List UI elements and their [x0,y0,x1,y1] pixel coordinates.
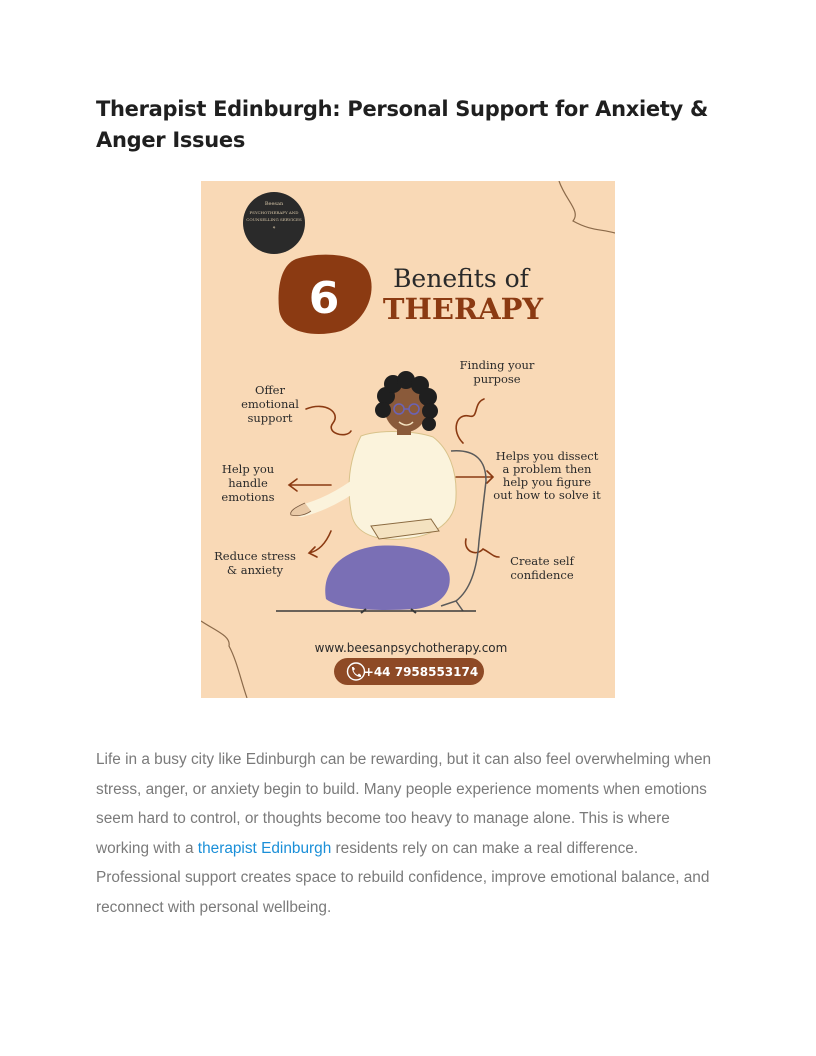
benefit-emotional-support-line1: Offer [255,383,285,397]
corner-squiggle-top [559,181,615,233]
arrow-purpose [456,399,484,443]
paragraph-text-end: residents rely on can make a real difference. Professional support creates space to rebuild confidence, improve emotional balance, and reconnect with personal wellbeing. [96,839,710,916]
arrow-handle-emotions [289,479,331,491]
heading-line2: THERAPY [382,292,544,326]
benefits-number: 6 [308,273,340,324]
heading-line1: Benefits of [393,264,529,293]
svg-text:⚘: ⚘ [272,225,276,230]
benefit-purpose-line1: Finding your [459,358,535,372]
benefit-handle-emotions-line1: Help you [221,462,275,476]
woman-illustration [276,371,486,613]
benefit-dissect-line1: Helps you dissect [495,449,599,463]
benefit-reduce-stress-line2: & anxiety [226,563,284,577]
benefit-dissect-line4: out how to solve it [493,488,601,502]
svg-text:Beesan: Beesan [264,201,284,207]
benefit-emotional-support-line3: support [247,411,293,425]
benefit-self-confidence-line1: Create self [510,554,574,568]
benefit-handle-emotions-line3: emotions [221,490,275,504]
benefit-reduce-stress-line1: Reduce stress [214,549,296,563]
benefit-dissect-line2: a problem then [502,462,592,476]
page-title: Therapist Edinburgh: Personal Support for Anxiety & Anger Issues [96,97,708,152]
benefit-self-confidence-line2: confidence [510,568,574,582]
benefit-handle-emotions-line2: handle [228,476,268,490]
arrow-self-confidence [466,539,499,557]
arrow-emotional-support [306,406,351,434]
benefit-purpose-line2: purpose [473,372,521,386]
intro-paragraph [96,745,726,922]
benefit-emotional-support-line2: emotional [241,397,299,411]
arrow-dissect [456,471,493,483]
therapist-edinburgh-link[interactable]: therapist Edinburgh [197,839,332,857]
brand-logo [243,192,305,254]
paragraph-text-start: Life in a busy city like Edinburgh can be rewarding, but it can also feel overwhelming when stress, anger, or anxiety begin to build. Many people experience moments when emotions seem hard to control, or thoughts become too heavy to manage alone. This is where working with a [96,751,712,857]
arrow-reduce-stress [309,531,331,557]
svg-text:PSYCHOTHERAPY AND: PSYCHOTHERAPY AND [249,210,299,215]
phone-number: +44 7958553174 [363,665,479,679]
phone-badge [334,658,484,685]
svg-text:COUNSELLING SERVICES: COUNSELLING SERVICES [246,217,302,222]
benefit-dissect-line3: help you figure [502,475,592,489]
corner-squiggle-bottom [201,621,247,698]
website-url: www.beesanpsychotherapy.com [314,641,508,655]
therapy-benefits-infographic [201,181,615,698]
